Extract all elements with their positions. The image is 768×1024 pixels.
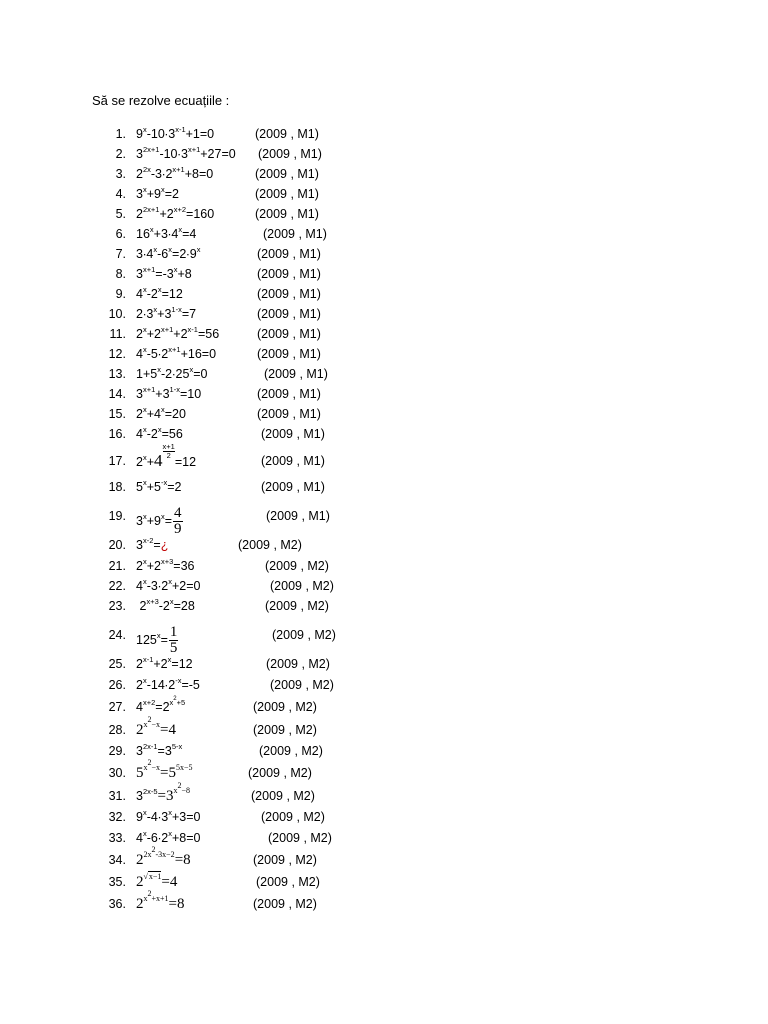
item-number: 24. [108, 628, 126, 642]
equation: $9^x-4\cdot 3^x+3=0$ [136, 807, 201, 824]
item-number: 5. [115, 207, 126, 221]
item-number: 17. [108, 454, 126, 468]
source-label: (2009 , M2) [270, 678, 334, 692]
equation-item [0, 424, 768, 444]
equation: $16^x+3\cdot 4^x=4$ [136, 224, 197, 241]
equation-item [0, 264, 768, 284]
source-label: (2009 , M1) [255, 167, 319, 181]
equation-item [0, 624, 768, 656]
item-number: 3. [115, 167, 126, 181]
source-label: (2009 , M1) [263, 227, 327, 241]
equation-item [0, 715, 768, 740]
equation: $4^x-3\cdot 2^x+2=0$ [136, 576, 201, 593]
item-number: 9. [115, 287, 126, 301]
source-label: (2009 , M2) [256, 875, 320, 889]
item-number: 25. [108, 657, 126, 671]
item-number: 36. [108, 897, 126, 911]
equation: $125^x=$ $\frac{1}{5}$ [136, 624, 178, 656]
item-number: 27. [108, 700, 126, 714]
equation-item [0, 781, 768, 806]
source-label: (2009 , M1) [257, 387, 321, 401]
equation-item [0, 284, 768, 304]
item-number: 28. [108, 723, 126, 737]
equation-item [0, 828, 768, 848]
item-number: 18. [108, 480, 126, 494]
equation: $2^{2x^2-3x-2}=8$ [136, 845, 191, 868]
equation: $9^x-10\cdot 3^{x-1}+1=0$ [136, 124, 215, 141]
equation: $2^{x^2+x+1}=8$ [136, 889, 185, 912]
equation: $2^{√x-1}=4$ [136, 872, 178, 890]
item-number: 11. [109, 327, 126, 341]
item-number: 2. [115, 147, 126, 161]
equation: $2^{x^2-x}=4$ [136, 715, 176, 738]
equation: $3\cdot 4^x-6^x=2\cdot 9^x$ [136, 244, 201, 261]
source-label: (2009 , M1) [258, 147, 322, 161]
equation-item [0, 324, 768, 344]
equation: $5^{x^2-x}=5^{5x-5}$ [136, 758, 193, 781]
equation: $3^{2x+1}-10\cdot 3^{x+1}+27=0$ [136, 144, 236, 161]
equation-item [0, 244, 768, 264]
equation-item [0, 576, 768, 596]
source-label: (2009 , M2) [261, 810, 325, 824]
equation: $3^{x+1}+3^{1-x}=10$ [136, 384, 202, 401]
equation: $3^{x-2}=¿$ [136, 535, 169, 552]
source-label: (2009 , M2) [253, 700, 317, 714]
equation: $1+5^x-2\cdot 25^x=0$ [136, 364, 208, 381]
equation-item [0, 124, 768, 144]
source-label: (2009 , M1) [257, 247, 321, 261]
item-number: 35. [108, 875, 126, 889]
equation: $3^x+9^x=2$ [136, 184, 179, 201]
equation-item [0, 889, 768, 914]
source-label: (2009 , M1) [257, 407, 321, 421]
source-label: (2009 , M2) [238, 538, 302, 552]
equation: $4^x-6\cdot 2^x+8=0$ [136, 828, 201, 845]
item-number: 7. [115, 247, 126, 261]
item-number: 20. [108, 538, 126, 552]
equation-item [0, 596, 768, 616]
equation: $2^{x-1}+2^x=12$ [136, 654, 193, 671]
source-label: (2009 , M1) [261, 480, 325, 494]
equation: $2^x+4^x=20$ [136, 404, 186, 421]
equation-item [0, 204, 768, 224]
item-number: 33. [108, 831, 126, 845]
item-number: 14. [108, 387, 126, 401]
source-label: (2009 , M1) [255, 127, 319, 141]
item-number: 31. [108, 789, 126, 803]
source-label: (2009 , M1) [257, 287, 321, 301]
item-number: 10. [108, 307, 126, 321]
equation-item [0, 845, 768, 870]
equation-item [0, 144, 768, 164]
item-number: 15. [108, 407, 126, 421]
source-label: (2009 , M2) [266, 657, 330, 671]
source-label: (2009 , M1) [261, 454, 325, 468]
equation-item [0, 304, 768, 324]
item-number: 30. [108, 766, 126, 780]
item-number: 23. [108, 599, 126, 613]
item-number: 26. [108, 678, 126, 692]
source-label: (2009 , M2) [272, 628, 336, 642]
source-label: (2009 , M2) [265, 599, 329, 613]
item-number: 29. [108, 744, 126, 758]
source-label: (2009 , M1) [257, 267, 321, 281]
item-number: 21. [108, 559, 126, 573]
equation-item [0, 404, 768, 424]
equation-item [0, 164, 768, 184]
equation: $2^x+2^{x+3}=36$ [136, 556, 195, 573]
item-number: 19. [108, 509, 126, 523]
equation: $2\cdot 3^x+3^{1-x}=7$ [136, 304, 197, 321]
equation-item [0, 697, 768, 717]
item-number: 16. [108, 427, 126, 441]
source-label: (2009 , M2) [265, 559, 329, 573]
equation: $2^x+2^{x+1}+2^{x-1}=56$ [136, 324, 220, 341]
page-heading: Să se rezolve ecuațiile : [92, 93, 230, 108]
equation-item [0, 344, 768, 364]
equation-item [0, 442, 768, 471]
source-label: (2009 , M2) [253, 723, 317, 737]
equation-item [0, 741, 768, 761]
equation: $5^x+5^{-x}=2$ [136, 477, 182, 494]
source-label: (2009 , M2) [259, 744, 323, 758]
equation-item [0, 224, 768, 244]
equation: $3^{2x-5}=3^{x^2-8}$ [136, 781, 191, 804]
equation: $4^x-2^x=12$ [136, 284, 183, 301]
source-label: (2009 , M1) [264, 367, 328, 381]
equation: $4^{x+2}=2^{x^2+5}$ [136, 696, 186, 714]
equation: $2^{2x+1}+2^{x+2}=160$ [136, 204, 215, 221]
item-number: 13. [108, 367, 126, 381]
source-label: (2009 , M2) [251, 789, 315, 803]
equation-item [0, 535, 768, 555]
source-label: (2009 , M1) [261, 427, 325, 441]
source-label: (2009 , M1) [257, 347, 321, 361]
equation-item [0, 364, 768, 384]
equation: $4^x-5\cdot 2^{x+1}+16=0$ [136, 344, 217, 361]
item-number: 4. [115, 187, 126, 201]
item-number: 6. [115, 227, 126, 241]
source-label: (2009 , M2) [253, 853, 317, 867]
equation-item [0, 654, 768, 674]
equation-item [0, 872, 768, 892]
source-label: (2009 , M2) [268, 831, 332, 845]
equation: $3^x+9^x=$ $\frac{4}{9}$ [136, 505, 182, 537]
equation-item [0, 758, 768, 783]
source-label: (2009 , M1) [255, 187, 319, 201]
source-label: (2009 , M1) [257, 307, 321, 321]
item-number: 1. [115, 127, 126, 141]
equation-item [0, 505, 768, 537]
item-number: 34. [108, 853, 126, 867]
item-number: 22. [108, 579, 126, 593]
equation: $3^{x+1}=-3^x+8$ [136, 264, 192, 281]
equation-item [0, 384, 768, 404]
equation: $2^{2x}-3\cdot 2^{x+1}+8=0$ [136, 164, 214, 181]
equation: $4^x-2^x=56$ [136, 424, 183, 441]
source-label: (2009 , M2) [270, 579, 334, 593]
equation-item [0, 675, 768, 695]
source-label: (2009 , M2) [248, 766, 312, 780]
equation: $2^x+4$ $\frac{x+1}{2}=12$ [136, 442, 197, 470]
equation-item [0, 556, 768, 576]
equation-item [0, 184, 768, 204]
source-label: (2009 , M1) [257, 327, 321, 341]
equation: $3^{2x-1}=3^{5-x}$ [136, 741, 183, 758]
equation-item [0, 807, 768, 827]
source-label: (2009 , M1) [266, 509, 330, 523]
item-number: 12. [108, 347, 126, 361]
item-number: 8. [115, 267, 126, 281]
equation-item [0, 477, 768, 497]
item-number: 32. [108, 810, 126, 824]
equation: $2^{x+3}-2^x=28$ [136, 596, 195, 613]
source-label: (2009 , M2) [253, 897, 317, 911]
equation: $2^x-14\cdot 2^{-x}=-5$ [136, 675, 200, 692]
source-label: (2009 , M1) [255, 207, 319, 221]
